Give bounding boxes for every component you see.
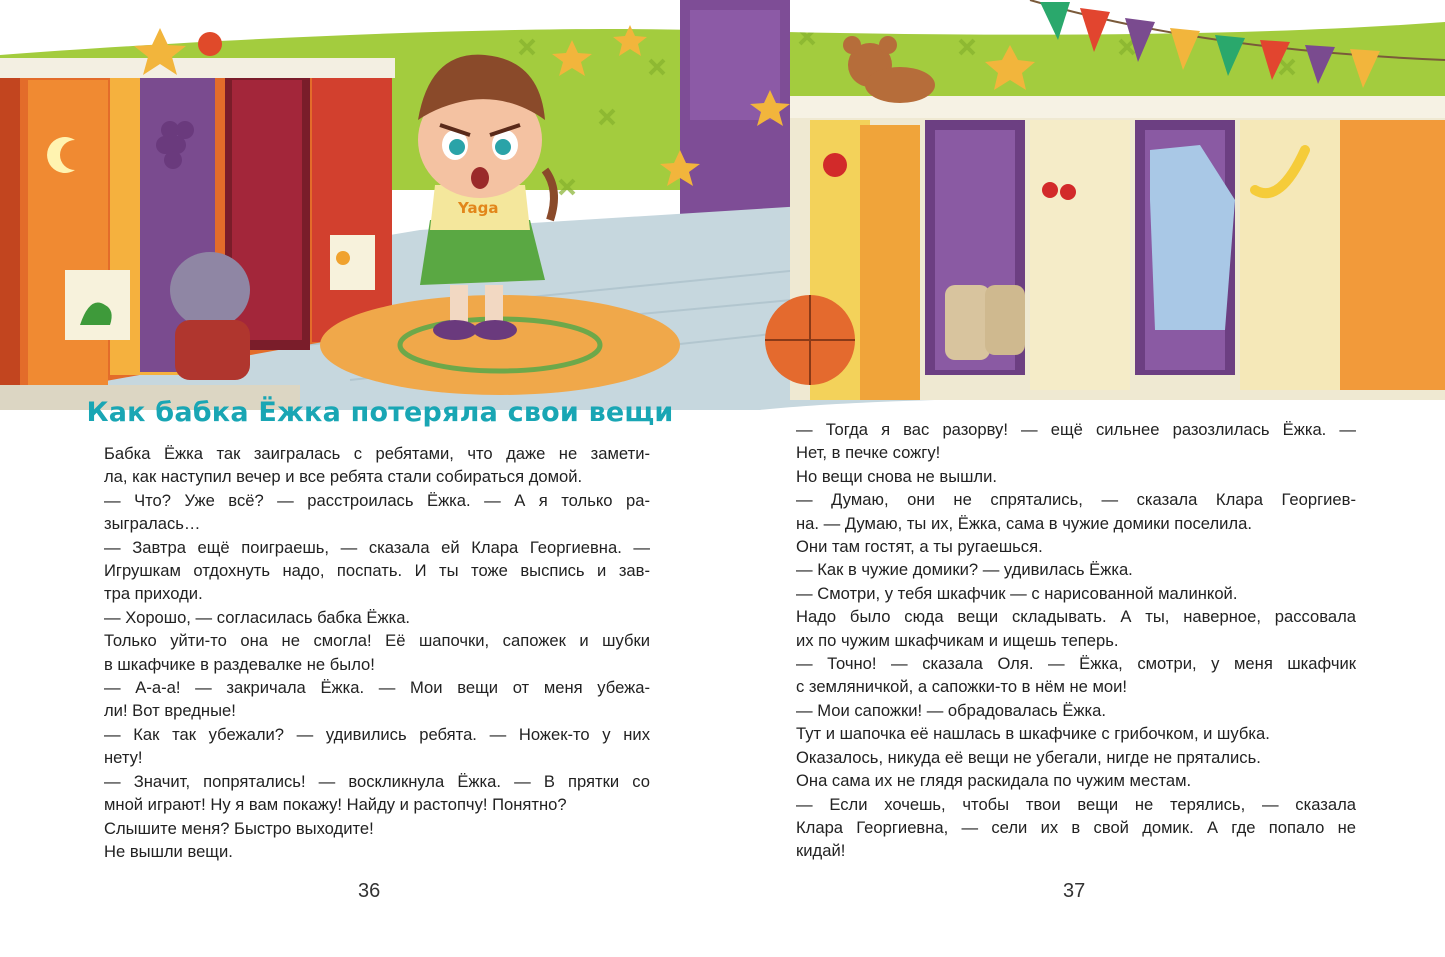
text-line: мной играют! Ну я вам покажу! Найду и растопчу! Понятно? (104, 795, 567, 815)
text-line: — А-а-а! — закричала Ёжка. — Мои вещи от меня убежа- (104, 678, 650, 698)
text-line: ла, как наступил вечер и все ребята стали собираться домой. (104, 467, 583, 487)
text-line: в шкафчике в раздевалке не было! (104, 654, 375, 674)
text-line: — Мои сапожки! — обрадовалась Ёжка. (796, 700, 1106, 720)
text-line: Но вещи снова не вышли. (796, 466, 997, 486)
text-line: — Что? Уже всё? — расстроилась Ёжка. — А я только ра- (104, 490, 650, 510)
cherry-sticker (1042, 182, 1058, 198)
text-line: — Если хочешь, чтобы твои вещи не терялись, — сказала (796, 794, 1356, 814)
right-lockers (790, 96, 1445, 400)
text-line: Тут и шапочка её нашлась в шкафчике с грибочком, и шубка. (796, 724, 1270, 744)
text-line: — Значит, попрятались! — воскликнула Ёжка. — В прятки со (104, 771, 650, 791)
text-line: на. — Думаю, ты их, Ёжка, сама в чужие домики поселила. (796, 513, 1252, 533)
text-line: зыгралась… (104, 514, 201, 534)
text-line: Не вышли вещи. (104, 841, 233, 861)
text-line: их по чужим шкафчикам и ищешь теперь. (796, 630, 1119, 650)
text-line: — Хорошо, — согласилась бабка Ёжка. (104, 607, 411, 627)
text-line: Нет, в печке сожгу! (796, 443, 941, 463)
right-page-text (796, 418, 1356, 863)
text-line: кидай! (796, 841, 846, 861)
text-line: Бабка Ёжка так заигралась с ребятами, что даже не замети- (104, 444, 650, 463)
text-line: — Как так убежали? — удивились ребята. — Ножек-то у них (104, 724, 650, 744)
text-line: Клара Георгиевна, — сели их в свой домик. А где попало не (796, 817, 1356, 837)
text-line: Слышите меня? Быстро выходите! (104, 818, 374, 838)
boots (945, 285, 990, 360)
text-line: — Тогда я вас разорву! — ещё сильнее разозлилась Ёжка. — (796, 420, 1356, 439)
text-line: Они там гостят, а ты ругаешься. (796, 537, 1043, 557)
text-line: Надо было сюда вещи складывать. А ты, наверное, рассовала (796, 607, 1356, 627)
sun-drawing (330, 235, 375, 290)
story-title: Как бабка Ёжка потеряла свои вещи (86, 397, 674, 428)
page-number-left: 36 (358, 880, 381, 902)
text-line: — Думаю, они не спрятались, — сказала Клара Георгиев- (796, 490, 1356, 510)
page-number-right: 37 (1063, 880, 1086, 902)
text-line: с земляничкой, а сапожки-то в нём не мои! (796, 677, 1128, 697)
ball-toy (198, 32, 222, 56)
text-line: Игрушкам отдохнуть надо, поспать. И ты тоже выспись и зав- (104, 561, 650, 581)
kindergarten-lockers-illustration (0, 0, 1445, 415)
text-line: — Завтра ещё поиграешь, — сказала ей Клара Георгиевна. — (104, 537, 650, 557)
text-line: ли! Вот вредные! (104, 701, 236, 721)
apple-sticker (823, 153, 847, 177)
left-page-text (104, 442, 650, 863)
text-line: Оказалось, никуда её вещи не убегали, нигде не прятались. (796, 747, 1261, 767)
text-line: — Точно! — сказала Оля. — Ёжка, смотри, у меня шкафчик (796, 654, 1356, 674)
text-line: — Смотри, у тебя шкафчик — с нарисованной малинкой. (796, 583, 1238, 603)
text-line: нету! (104, 748, 143, 768)
text-line: Она сама их не глядя раскидала по чужим местам. (796, 771, 1192, 791)
shirt-text: Yaga (458, 199, 499, 217)
text-line: Только уйти-то она не смогла! Её шапочки, сапожек и шубки (104, 631, 650, 651)
text-line: тра приходи. (104, 584, 203, 604)
text-line: — Как в чужие домики? — удивилась Ёжка. (796, 560, 1133, 580)
elephant-toy (170, 252, 250, 380)
